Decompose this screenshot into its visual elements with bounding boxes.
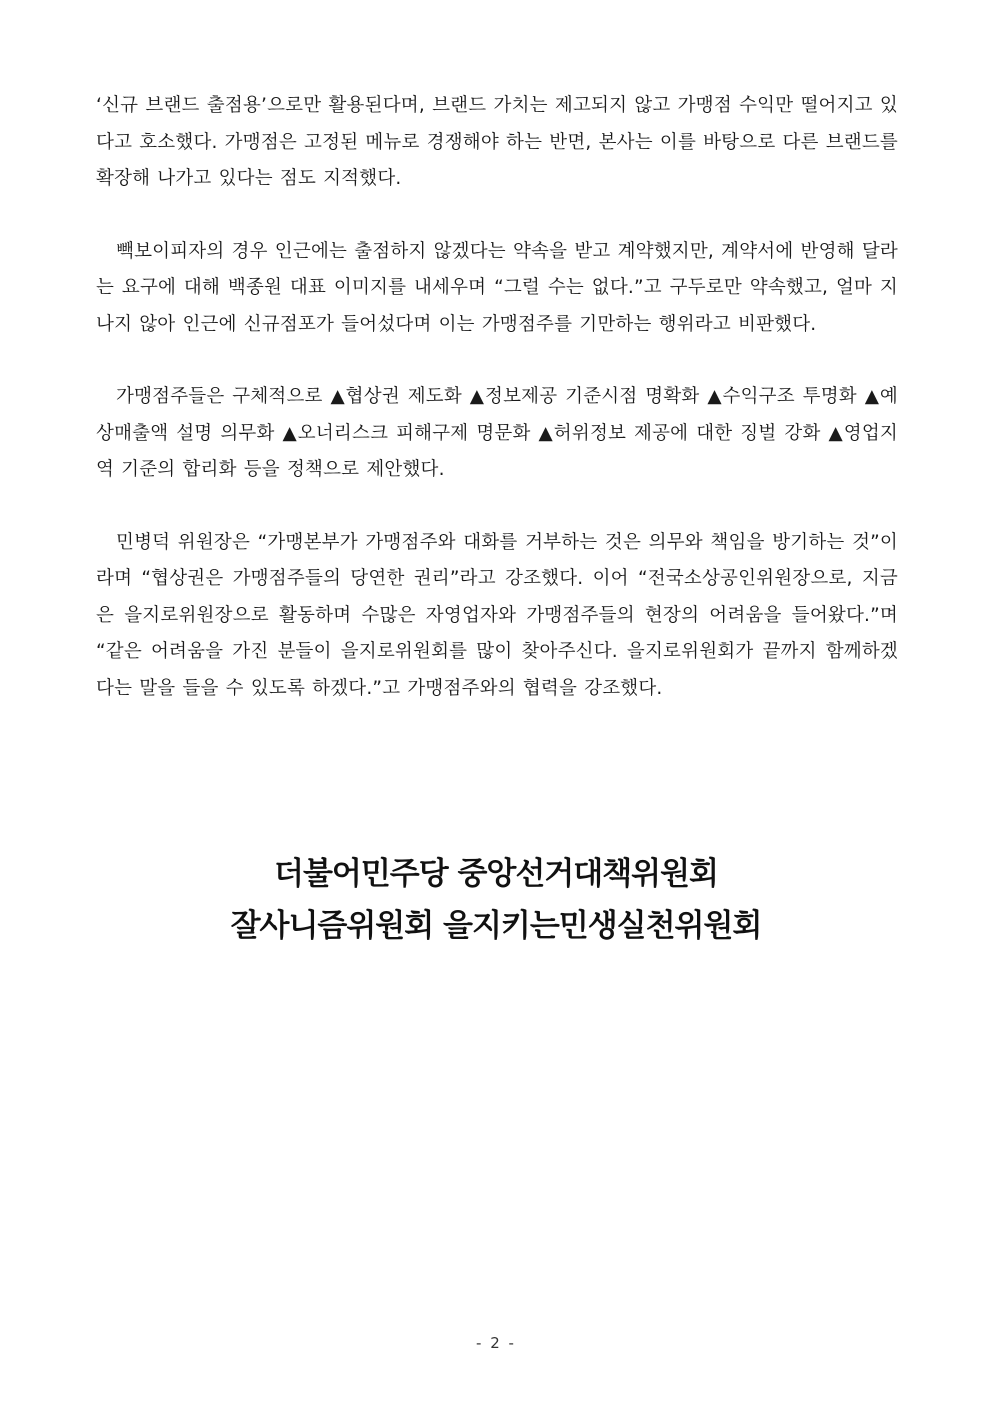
paragraph-chairman-remarks: 민병덕 위원장은 “가맹본부가 가맹점주와 대화를 거부하는 것은 의무와 책임을 방기하는 것”이라며 “협상권은 가맹점주들의 당연한 권리”라고 강조했다. 이어 “전국소상공인위원장으로, 지금은 을지로위원장으로 활동하며 수많은 자영업자와 가맹점주들의 현장의 어려움을 들어왔다.”며 “같은 어려움을 가진 분들이 을지로위원회를 많이 찾아주신다. 을지로위원회가 끝까지 함께하겠다는 말을 들을 수 있도록 하겠다.”고 가맹점주와의 협력을 강조했다. bbox=[96, 531, 898, 699]
signature-block bbox=[0, 848, 992, 952]
document-body bbox=[96, 88, 898, 707]
signature-line-subcommittees: 잘사니즘위원회 을지키는민생실천위원회 bbox=[230, 908, 762, 944]
signature-line-committee: 더불어민주당 중앙선거대책위원회 bbox=[274, 856, 718, 892]
paragraph-policy-proposals: 가맹점주들은 구체적으로 ▲협상권 제도화 ▲정보제공 기준시점 명확화 ▲수익구조 투명화 ▲예상매출액 설명 의무화 ▲오너리스크 피해구제 명문화 ▲허위정보 제공에 대한 징벌 강화 ▲영업지역 기준의 합리화 등을 정책으로 제안했다. bbox=[96, 386, 898, 480]
page-number: - 2 - bbox=[476, 1334, 516, 1352]
paragraph-pizza-case: 빽보이피자의 경우 인근에는 출점하지 않겠다는 약속을 받고 계약했지만, 계약서에 반영해 달라는 요구에 대해 백종원 대표 이미지를 내세우며 “그럴 수는 없다.”고 구두로만 약속했고, 얼마 지나지 않아 인근에 신규점포가 들어섰다며 이는 가맹점주를 기만하는 행위라고 비판했다. bbox=[96, 240, 898, 335]
paragraph-brand-complaint: ‘신규 브랜드 출점용’으로만 활용된다며, 브랜드 가치는 제고되지 않고 가맹점 수익만 떨어지고 있다고 호소했다. 가맹점은 고정된 메뉴로 경쟁해야 하는 반면, 본사는 이를 바탕으로 다른 브랜드를 확장해 나가고 있다는 점도 지적했다. bbox=[96, 95, 898, 189]
